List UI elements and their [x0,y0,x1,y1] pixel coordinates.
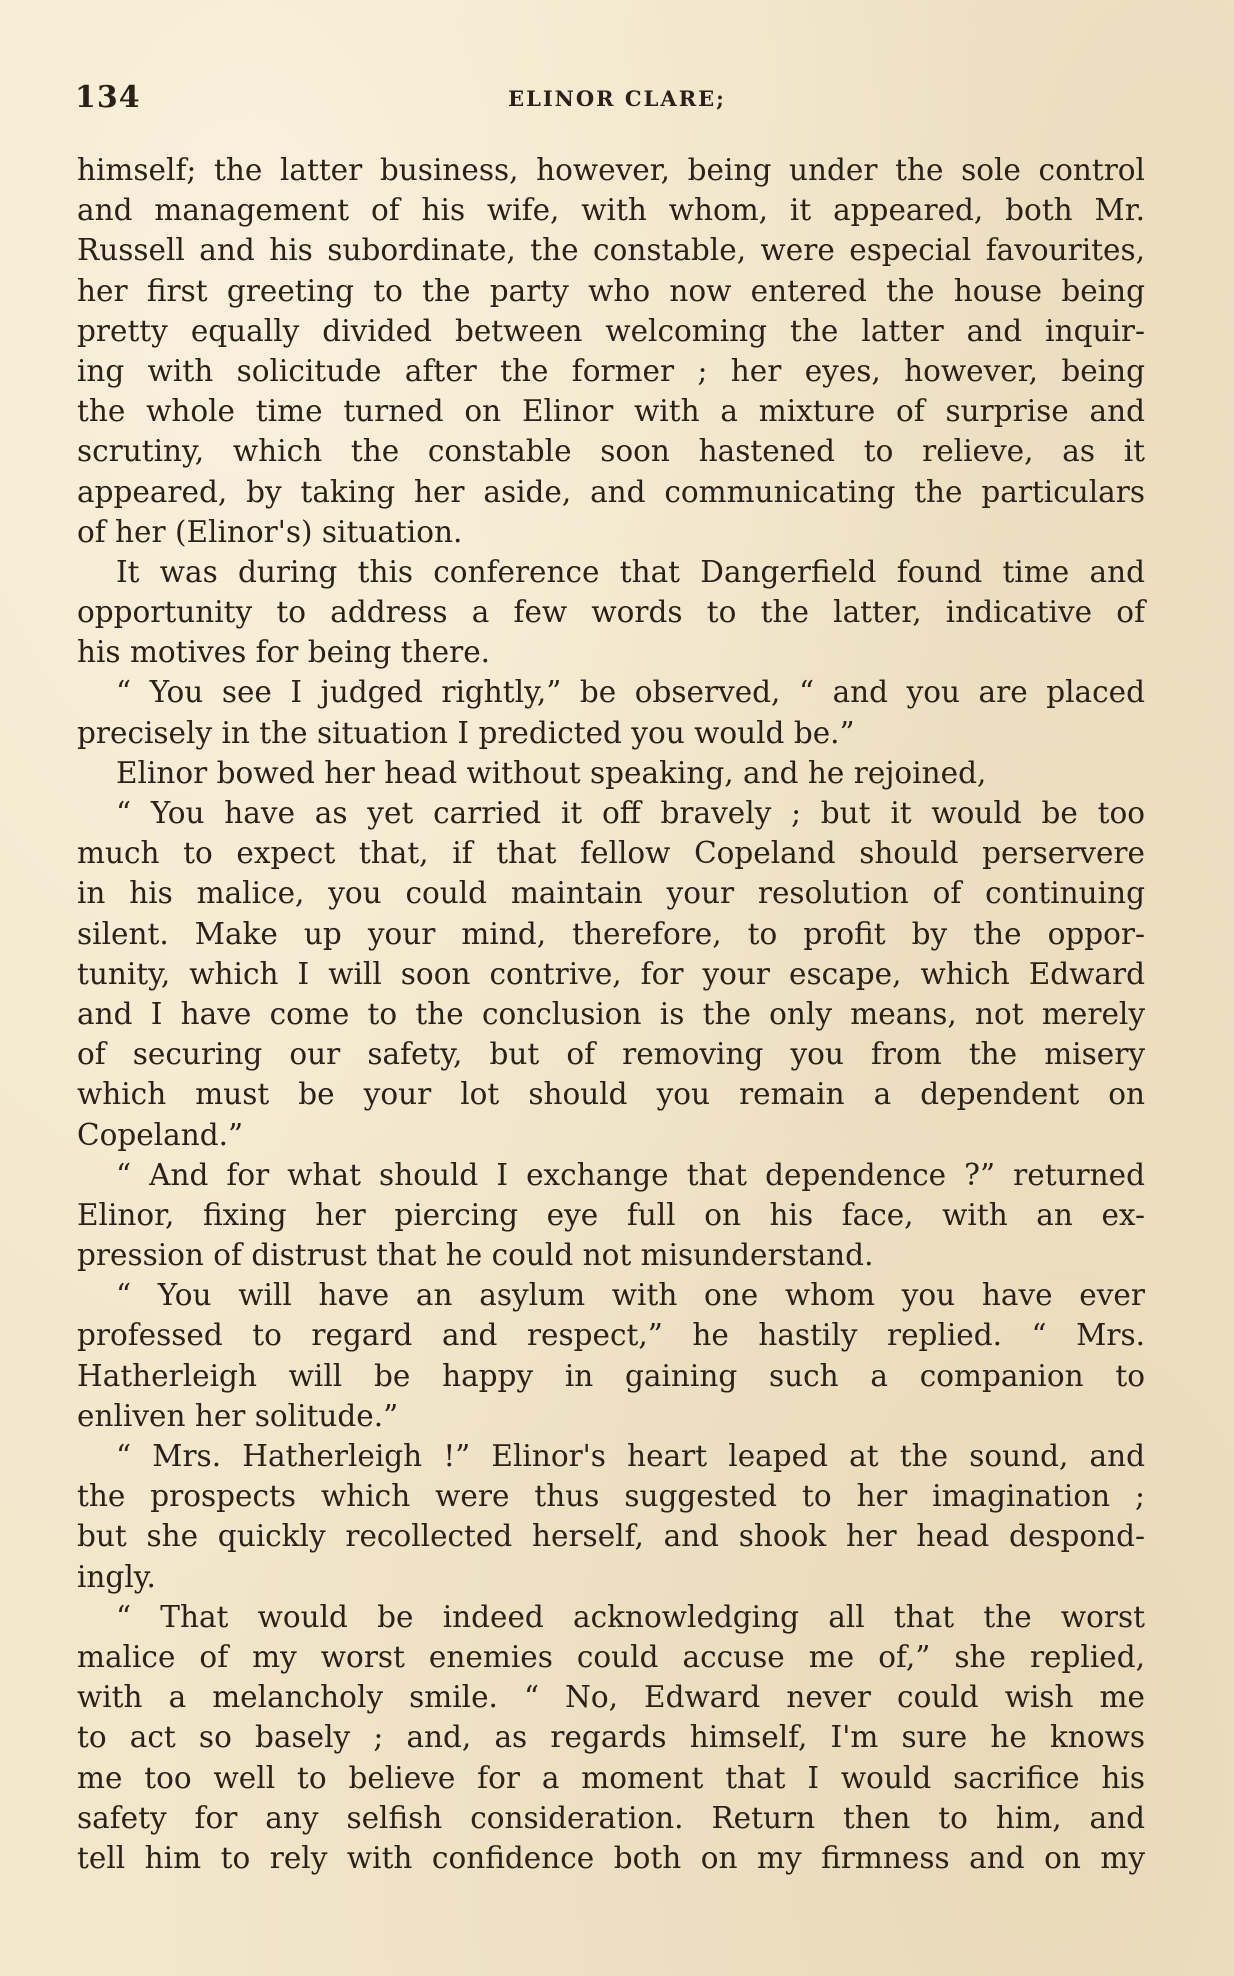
text-line: tunity, which I will soon contrive, for your escape, which Edward [77,956,1145,991]
text-line: of securing our safety, but of removing you from the misery [77,1037,1145,1072]
running-title: ELINOR CLARE; [508,86,726,111]
text-line: malice of my worst enemies could accuse me of,” she replied, [77,1639,1145,1674]
text-line: opportunity to address a few words to the latter, indicative of [77,595,1145,630]
text-line: “ You will have an asylum with one whom you have ever [116,1278,1145,1313]
body-text [77,150,1145,1878]
text-line: pression of distrust that he could not misunderstand. [77,1238,874,1273]
text-line: but she quickly recollected herself, and shook her head despond- [77,1519,1145,1554]
text-line: “ Mrs. Hatherleigh !” Elinor's heart leaped at the sound, and [116,1439,1145,1473]
text-line: her first greeting to the party who now entered the house being [77,273,1145,308]
text-line: and management of his wife, with whom, it appeared, both Mr. [77,193,1145,228]
text-line: me too well to believe for a moment that I would sacrifice his [77,1760,1145,1795]
text-line: the whole time turned on Elinor with a mixture of surprise and [77,394,1145,429]
text-line: enliven her solitude.” [77,1398,399,1433]
page-number: 134 [75,80,141,115]
text-line: “ You have as yet carried it off bravely ; but it would be too [116,796,1145,830]
text-line: professed to regard and respect,” he hastily replied. “ Mrs. [77,1318,1145,1353]
text-line: Elinor, fixing her piercing eye full on his face, with an ex- [77,1197,1145,1232]
text-line: Elinor bowed her head without speaking, and he rejoined, [116,755,987,790]
text-line: silent. Make up your mind, therefore, to profit by the oppor- [77,916,1145,951]
text-line: Copeland.” [77,1117,244,1152]
text-line: in his malice, you could maintain your resolution of continuing [77,876,1145,911]
text-line: precisely in the situation I predicted you would be.” [77,715,855,750]
text-line: ing with solicitude after the former ; her eyes, however, being [77,353,1145,388]
text-line: Russell and his subordinate, the constable, were especial favourites, [77,233,1145,268]
text-line: the prospects which were thus suggested to her imagination ; [77,1479,1145,1514]
text-line: scrutiny, which the constable soon hastened to relieve, as it [77,434,1145,469]
text-line: It was during this conference that Dangerfield found time and [116,554,1145,589]
text-line: “ That would be indeed acknowledging all that the worst [116,1599,1145,1634]
text-line: with a melancholy smile. “ No, Edward never could wish me [77,1680,1145,1715]
text-line: and I have come to the conclusion is the only means, not merely [77,996,1145,1031]
text-line: Hatherleigh will be happy in gaining such a companion to [77,1358,1145,1393]
text-line: “ You see I judged rightly,” be observed, “ and you are placed [116,675,1145,710]
text-line: “ And for what should I exchange that dependence ?” returned [116,1157,1145,1192]
text-line: of her (Elinor's) situation. [77,514,463,549]
text-line: much to expect that, if that fellow Copeland should perservere [77,836,1145,871]
text-line: which must be your lot should you remain a dependent on [77,1077,1145,1112]
text-line: appeared, by taking her aside, and communicating the particulars [77,474,1145,509]
text-line: his motives for being there. [77,635,491,670]
text-line: safety for any selfish consideration. Return then to him, and [77,1800,1145,1835]
text-line: ingly. [77,1559,156,1594]
text-line: pretty equally divided between welcoming the latter and inquir- [77,313,1145,348]
text-line: tell him to rely with confidence both on my firmness and on my [77,1840,1145,1875]
running-head [75,80,1159,120]
text-line: himself; the latter business, however, being under the sole control [77,153,1145,187]
text-line: to act so basely ; and, as regards himself, I'm sure he knows [77,1720,1145,1755]
